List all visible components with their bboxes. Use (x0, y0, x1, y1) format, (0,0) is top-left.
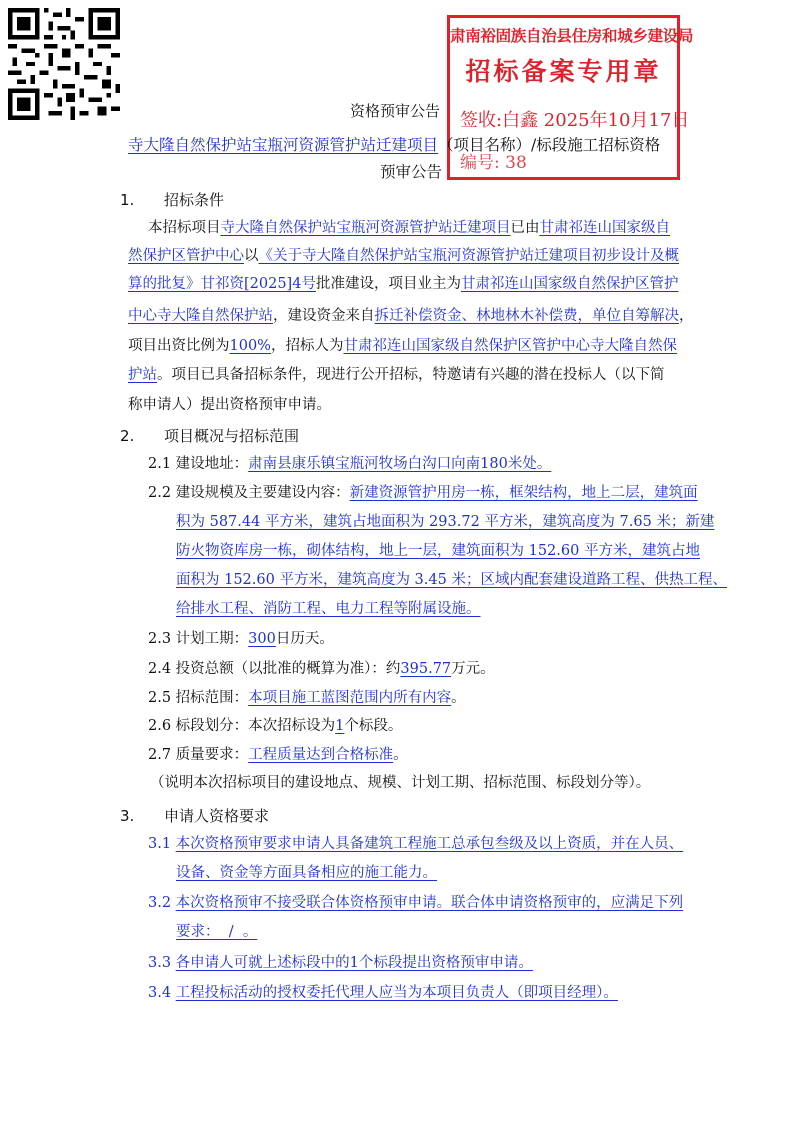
section-2-title: 项目概况与招标范围 (164, 427, 300, 445)
s2-item-2-line-5: 给排水工程、消防工程、电力工程等附属设施。 (176, 601, 481, 617)
section-1-heading: 1. 招标条件 (120, 191, 225, 209)
s2-item-4: 2.4 投资总额（以批准的概算为准）：约395.77万元。 (148, 661, 495, 677)
s2-item-2-line-2: 积为 587.44 平方米，建筑占地面积为 293.72 平方米，建筑高度为 7.65 米；新建 (176, 514, 715, 530)
s1-line-5: 项目出资比例为100%，招标人为甘肃祁连山国家级自然保护区管护中心寺大隆自然保 (128, 338, 677, 354)
s3-item-2-line-2: 要求： / 。 (176, 924, 258, 940)
s3-item-1: 3.1 本次资格预审要求申请人具备建筑工程施工总承包叁级及以上资质，并在人员、 (148, 836, 684, 852)
doc-title-top: 资格预审公告 (350, 102, 441, 120)
doc-title-end: 预审公告 (380, 163, 443, 181)
s2-item-2-line-3: 防火物资库房一栋，砌体结构，地上一层，建筑面积为 152.60 平方米，建筑占地 (176, 543, 700, 559)
project-name-note: （项目名称） (438, 136, 532, 154)
s2-item-3: 2.3 计划工期：300日历天。 (148, 631, 334, 647)
s2-note: （说明本次招标项目的建设地点、规模、计划工期、招标范围、标段划分等）。 (150, 775, 651, 791)
s1-line-4: 中心寺大隆自然保护站，建设资金来自拆迁补偿资金、林地林木补偿费，单位自筹解决， (128, 308, 694, 324)
s2-item-5: 2.5 招标范围：本项目施工蓝图范围内所有内容。 (148, 690, 466, 706)
s3-item-4: 3.4 工程投标活动的授权委托代理人应当为本项目负责人（即项目经理）。 (148, 985, 618, 1001)
project-name: 寺大隆自然保护站宝瓶河资源管护站迁建项目 (128, 136, 439, 154)
s1-line-2: 然保护区管护中心以《关于寺大隆自然保护站宝瓶河资源管护站迁建项目初步设计及概 (128, 248, 679, 264)
s2-item-6: 2.6 标段划分：本次招标设为1个标段。 (148, 718, 403, 734)
s2-item-1: 2.1 建设地址：肃南县康乐镇宝瓶河牧场白沟口向南180米处。 (148, 456, 552, 472)
stamp-number: 编号: 38 (460, 153, 527, 173)
section-3-heading: 3. 申请人资格要求 (120, 807, 270, 825)
stamp-title: 招标备案专用章 (465, 57, 662, 86)
stamp-org: 肃南裕固族自治县住房和城乡建设局 (450, 26, 694, 45)
s3-item-1-line-2: 设备、资金等方面具备相应的施工能力。 (176, 865, 437, 881)
filing-stamp (447, 15, 694, 180)
s1-line-1: 本招标项目寺大隆自然保护站宝瓶河资源管护站迁建项目已由甘肃祁连山国家级自 (148, 220, 670, 236)
section-2-heading: 2. 项目概况与招标范围 (120, 427, 300, 445)
qr-code (8, 8, 120, 120)
stamp-signature: 签收:白鑫 2025年10月17日 (460, 110, 690, 131)
section-3-title: 申请人资格要求 (164, 807, 270, 825)
section-1-title: 招标条件 (164, 191, 225, 209)
section-label: /标段施工招标资格 (531, 136, 661, 154)
s3-item-3: 3.3 各申请人可就上述标段中的1个标段提出资格预审申请。 (148, 955, 533, 971)
s1-line-3: 算的批复》甘祁资[2025]4号批准建设，项目业主为甘肃祁连山国家级自然保护区管护 (128, 276, 679, 292)
s1-line-6: 护站。项目已具备招标条件，现进行公开招标，特邀请有兴趣的潜在投标人（以下简 (128, 367, 665, 383)
s1-line-7: 称申请人）提出资格预审申请。 (128, 397, 331, 413)
s2-item-7: 2.7 质量要求：工程质量达到合格标准。 (148, 747, 408, 763)
s3-item-2: 3.2 本次资格预审不接受联合体资格预审申请。联合体申请资格预审的，应满足下列 (148, 895, 684, 911)
doc-title-line (128, 133, 660, 155)
s2-item-2-line-4: 面积为 152.60 平方米，建筑高度为 3.45 米；区域内配套建设道路工程、供热工程、 (176, 572, 727, 588)
s2-item-2: 2.2 建设规模及主要建设内容：新建资源管护用房一栋，框架结构，地上二层，建筑面 (148, 485, 698, 501)
